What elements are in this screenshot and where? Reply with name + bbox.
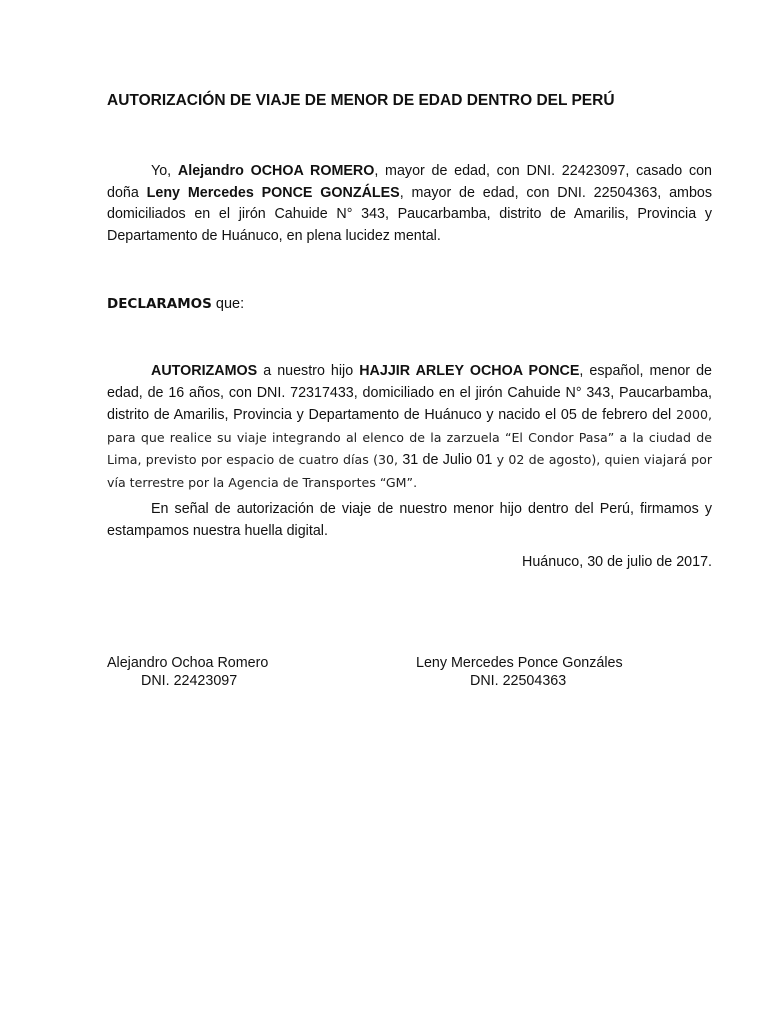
mother-name: Leny Mercedes PONCE GONZÁLES <box>146 184 400 201</box>
authorization-text-1: a nuestro hijo <box>257 363 360 379</box>
declaramos-line <box>107 296 244 312</box>
date-line: Huánuco, 30 de julio de 2017. <box>522 554 712 570</box>
closing-paragraph <box>107 499 712 542</box>
intro-text-3: , mayor de edad, con DNI. 22423097, casado con doña <box>107 163 712 201</box>
signature-block-mother <box>416 654 623 690</box>
authorization-text-4: 2000, para que realice su viaje integrando al elenco de la zarzuela “El Condor Pasa” a la ciudad de Lima, previsto por espacio de cuatro días (30, <box>107 407 712 467</box>
declaramos-rest: que: <box>211 296 245 312</box>
authorization-text-5: 31 de Julio 01 <box>402 452 493 468</box>
intro-paragraph <box>107 161 712 247</box>
declaramos-keyword: DECLARAMOS <box>107 296 212 312</box>
signature-dni: DNI. 22504363 <box>470 673 567 689</box>
intro-text-2 <box>244 163 251 179</box>
intro-text-1: Yo, <box>151 163 178 179</box>
closing-text: En señal de autorización de viaje de nuestro menor hijo dentro del Perú, firmamos y estampamos nuestra huella digital. <box>107 501 712 539</box>
autorizamos-keyword: AUTORIZAMOS <box>151 363 258 379</box>
authorization-text-6: y 02 de agosto), quien viajará por vía terrestre por la Agencia de Transportes “GM”. <box>107 452 712 490</box>
father-surnames: OCHOA ROMERO <box>250 163 375 179</box>
intro-text-4: , mayor de edad, con DNI. 22504363, ambos domiciliados en el jirón Cahuide N° 343, Paucarbamba, distrito de Amarilis, Provincia y Departamento de Huánuco, en plena lucidez mental. <box>107 184 712 244</box>
document-title: AUTORIZACIÓN DE VIAJE DE MENOR DE EDAD DENTRO DEL PERÚ <box>107 92 615 109</box>
signature-dni: DNI. 22423097 <box>141 673 238 689</box>
signature-name: Leny Mercedes Ponce Gonzáles <box>416 655 623 671</box>
child-name: HAJJIR ARLEY OCHOA PONCE <box>359 363 580 379</box>
authorization-paragraph <box>107 361 712 494</box>
signature-name: Alejandro Ochoa Romero <box>107 655 269 671</box>
authorization-text-2: , español, menor de edad, de 16 años, con DNI. 72317433, domiciliado en el jirón Cahuide N° 343, Paucarbamba, distrito de Amarilis, Provincia y Departamento de Huánuco y nacido el 05 <box>107 363 712 423</box>
authorization-text-3: de febrero del <box>581 407 672 423</box>
signature-block-father <box>107 654 268 690</box>
father-first-name: Alejandro <box>177 163 244 179</box>
